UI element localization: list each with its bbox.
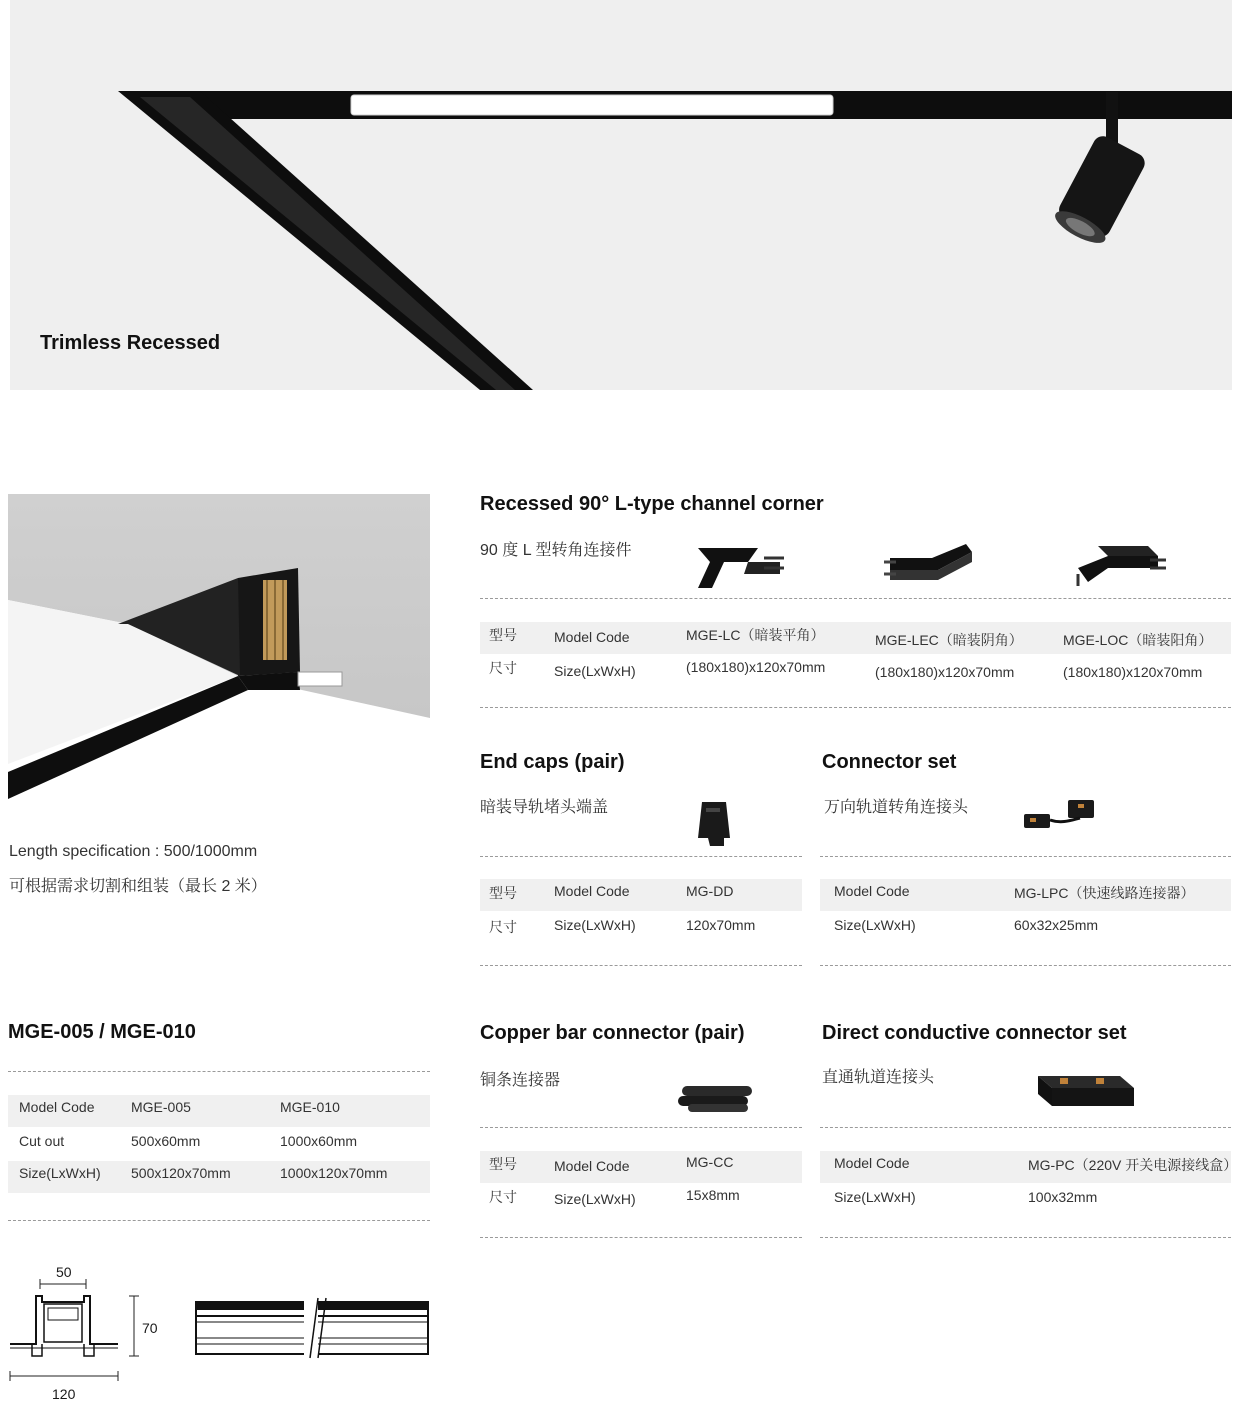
corner-outer-image [1068, 538, 1168, 588]
direct-spec-table [820, 1151, 1238, 1215]
direct-subtitle-cn: 直通轨道连接头 [822, 1069, 935, 1086]
copper-title: Copper bar connector (pair) [480, 1022, 745, 1044]
corner-model-3: MGE-LOC（暗装阳角） [1063, 632, 1213, 648]
corner-subtitle-cn: 90 度 L 型转角连接件 [480, 542, 632, 559]
table-row [820, 1151, 1238, 1183]
mge-cell: Cut out [19, 1133, 65, 1149]
table-row [820, 1183, 1231, 1215]
mge-cell: Model Code [19, 1099, 95, 1115]
connector-spec-table [820, 879, 1231, 943]
mge-cell: 1000x60mm [280, 1133, 358, 1149]
endcaps-model: MG-DD [686, 883, 734, 899]
dim-base: 120 [52, 1386, 76, 1402]
copper-bar-image [674, 1078, 764, 1118]
mge-cell: 500x60mm [131, 1133, 201, 1149]
mge-cell: MGE-005 [131, 1099, 191, 1115]
copper-subtitle-cn: 铜条连接器 [480, 1072, 561, 1089]
table-row [480, 1183, 802, 1215]
label-size-cn: 尺寸 [489, 660, 517, 676]
table-row [480, 911, 802, 943]
endcaps-title: End caps (pair) [480, 751, 625, 773]
corner-flat-image [688, 540, 788, 590]
divider [820, 965, 1231, 966]
label-size: Size(LxWxH) [554, 1191, 636, 1207]
divider [480, 1237, 802, 1238]
corner-spec-table [480, 622, 1231, 686]
label-model: Model Code [834, 883, 910, 899]
divider [480, 965, 802, 966]
connector-model: MG-LPC（快速线路连接器） [1014, 885, 1195, 901]
table-row [480, 622, 1231, 654]
direct-size: 100x32mm [1028, 1189, 1098, 1205]
divider [820, 856, 1231, 857]
connector-size: 60x32x25mm [1014, 917, 1099, 933]
direct-connector-image [1030, 1066, 1140, 1116]
table-row [820, 879, 1231, 911]
mge-cell: Size(LxWxH) [19, 1165, 101, 1181]
divider [8, 1071, 430, 1072]
divider [480, 856, 802, 857]
copper-size: 15x8mm [686, 1187, 740, 1203]
corner-size-2: (180x180)x120x70mm [875, 664, 1015, 680]
label-size-cn: 尺寸 [489, 919, 517, 935]
endcap-image [694, 798, 734, 850]
mge-title: MGE-005 / MGE-010 [8, 1021, 196, 1043]
endcaps-subtitle-cn: 暗装导轨堵头端盖 [480, 799, 609, 816]
label-model-cn: 型号 [489, 885, 517, 901]
corner-inner-image [880, 538, 980, 588]
divider [480, 707, 1231, 708]
label-size: Size(LxWxH) [834, 917, 916, 933]
corner-model-2: MGE-LEC（暗装阴角） [875, 632, 1023, 648]
corner-title: Recessed 90° L-type channel corner [480, 493, 824, 515]
table-row [480, 879, 802, 911]
divider [480, 1127, 802, 1128]
label-size: Size(LxWxH) [834, 1189, 916, 1205]
label-model-cn: 型号 [489, 1156, 517, 1172]
connector-subtitle-cn: 万向轨道转角连接头 [824, 799, 969, 816]
copper-model: MG-CC [686, 1154, 734, 1170]
table-row [8, 1161, 430, 1193]
mge-cell: MGE-010 [280, 1099, 340, 1115]
direct-model: MG-PC（220V 开关电源接线盒） [1028, 1157, 1238, 1173]
table-row [8, 1127, 430, 1161]
dim-width: 50 [56, 1264, 72, 1280]
label-model-cn: 型号 [489, 627, 517, 643]
label-model: Model Code [554, 883, 630, 899]
hero-title: Trimless Recessed [40, 332, 221, 354]
mge-spec-table [8, 1095, 430, 1193]
copper-spec-table [480, 1151, 802, 1215]
endcaps-spec-table [480, 879, 802, 943]
connector-title: Connector set [822, 751, 957, 773]
endcaps-size: 120x70mm [686, 917, 756, 933]
mge-cell: 1000x120x70mm [280, 1165, 388, 1181]
length-spec: Length specification : 500/1000mm [9, 843, 258, 860]
label-size: Size(LxWxH) [554, 663, 636, 679]
label-model: Model Code [554, 629, 630, 645]
dim-height: 70 [142, 1320, 158, 1336]
label-size-cn: 尺寸 [489, 1189, 517, 1205]
divider [820, 1127, 1231, 1128]
profile-drawing [8, 1262, 438, 1412]
corner-size-1: (180x180)x120x70mm [686, 659, 826, 675]
connector-set-image [1020, 796, 1100, 836]
corner-model-1: MGE-LC（暗装平角） [686, 627, 825, 643]
table-row [480, 654, 1231, 686]
label-model: Model Code [554, 1158, 630, 1174]
divider [8, 1220, 430, 1221]
installation-photo [8, 494, 430, 814]
divider [480, 598, 1231, 599]
direct-title: Direct conductive connector set [822, 1022, 1127, 1044]
table-row [8, 1095, 430, 1127]
label-model: Model Code [834, 1155, 910, 1171]
table-row [480, 1151, 802, 1183]
table-row [820, 911, 1231, 943]
label-size: Size(LxWxH) [554, 917, 636, 933]
hero-banner [10, 0, 1232, 390]
mge-cell: 500x120x70mm [131, 1165, 231, 1181]
divider [820, 1237, 1231, 1238]
corner-size-3: (180x180)x120x70mm [1063, 664, 1203, 680]
length-note-cn: 可根据需求切割和组装（最长 2 米） [9, 878, 267, 895]
